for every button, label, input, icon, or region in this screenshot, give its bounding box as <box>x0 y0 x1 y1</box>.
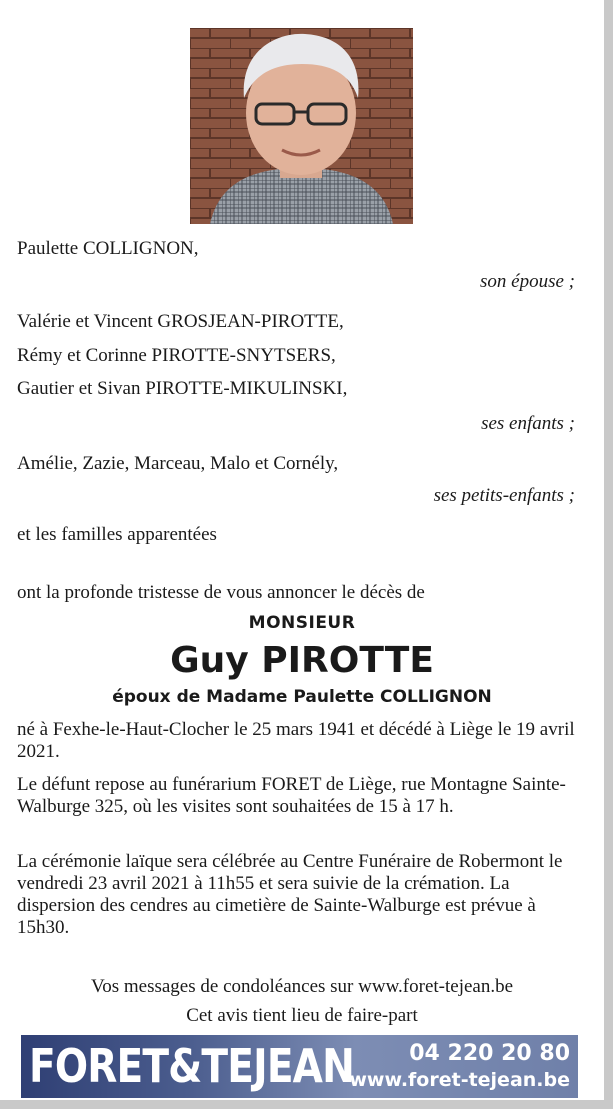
birth-death-paragraph: né à Fexhe-le-Haut-Clocher le 25 mars 1941 et décédé à Liège le 19 avril 2021. <box>17 719 575 762</box>
child-line-2: Rémy et Corinne PIROTTE-SNYTSERS, <box>17 345 336 366</box>
child-line-1: Valérie et Vincent GROSJEAN-PIROTTE, <box>17 311 344 332</box>
deceased-spouse-line: époux de Madame Paulette COLLIGNON <box>112 687 492 707</box>
portrait-illustration <box>190 28 413 224</box>
ceremony-paragraph: La cérémonie laïque sera célébrée au Centre Funéraire de Robermont le vendredi 23 avril 2021 à 11h55 et sera suivie de la crémation. La dispersion des cendres au cimetière de Sainte-Walburge est prévue à 15h30. <box>17 851 563 938</box>
funerarium-paragraph: Le défunt repose au funérarium FORET de Liège, rue Montagne Sainte-Walburge 325, où les visites sont souhaitées de 15 à 17 h. <box>17 774 566 817</box>
phone-number[interactable]: 04 220 20 80 <box>409 1041 570 1066</box>
website-link[interactable]: www.foret-tejean.be <box>349 1069 570 1091</box>
condolences-line: Vos messages de condoléances sur www.foret-tejean.be <box>90 976 514 997</box>
child-line-3: Gautier et Sivan PIROTTE-MIKULINSKI, <box>17 378 348 399</box>
funeral-home-banner[interactable] <box>21 1035 578 1098</box>
relatives-line: et les familles apparentées <box>17 524 217 545</box>
deceased-name: Guy PIROTTE <box>170 640 434 681</box>
spouse-name: Paulette COLLIGNON, <box>17 238 199 259</box>
grandchildren-names: Amélie, Zazie, Marceau, Malo et Cornély, <box>17 453 339 474</box>
grandchildren-role: ses petits-enfants ; <box>433 485 575 506</box>
spouse-role: son épouse ; <box>480 271 575 292</box>
announcement-intro: ont la profonde tristesse de vous annoncer le décès de <box>17 582 425 603</box>
notice-line: Cet avis tient lieu de faire-part <box>186 1005 418 1026</box>
funeral-home-logo: FORET&TEJEAN <box>29 1039 354 1093</box>
deceased-title: MONSIEUR <box>248 613 356 633</box>
portrait-photo <box>190 28 413 224</box>
children-role: ses enfants ; <box>481 413 575 434</box>
